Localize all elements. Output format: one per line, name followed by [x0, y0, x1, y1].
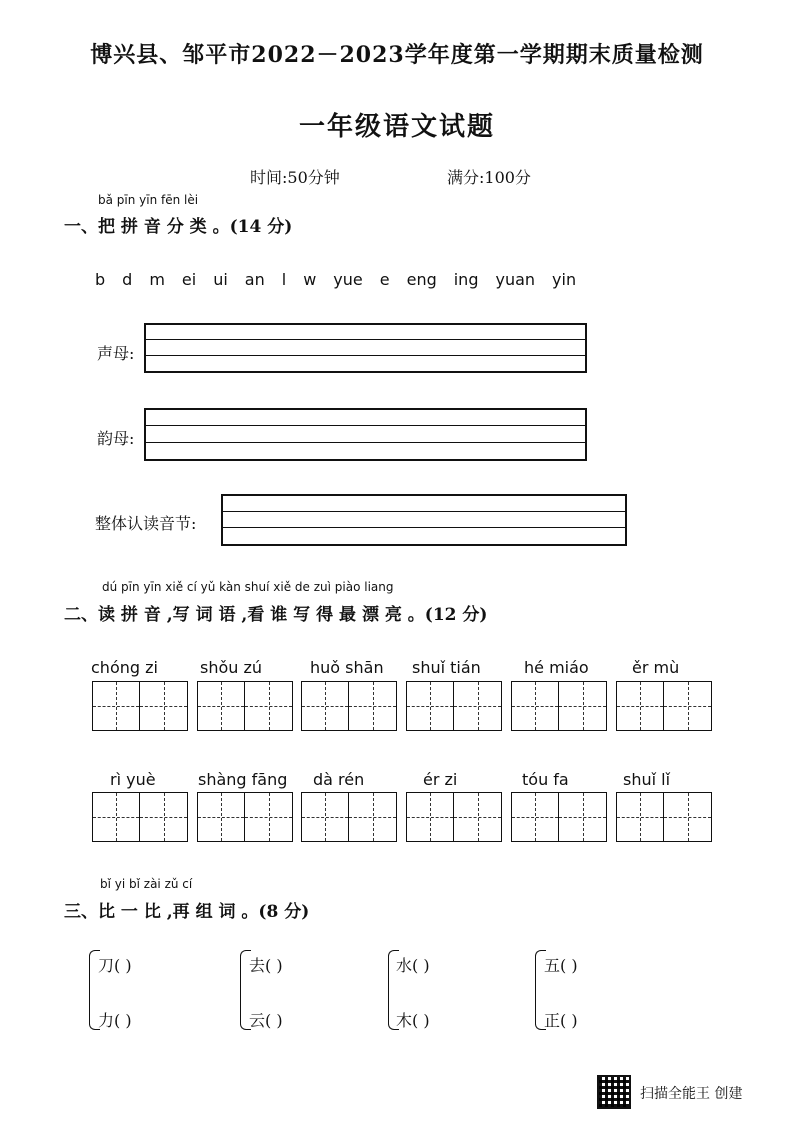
pinyin-letter: w [303, 270, 317, 289]
word-pinyin: shuǐ tián [412, 658, 481, 677]
tianzige-cell[interactable] [197, 681, 245, 731]
compare-char-blank[interactable]: 云( ) [249, 1011, 283, 1030]
tianzige-cell[interactable] [349, 681, 397, 731]
word-pinyin: rì yuè [110, 770, 156, 789]
tianzige-cell[interactable] [454, 681, 502, 731]
section3-heading: 三、比 一 比 ,再 组 词 。(8 分) [64, 902, 310, 922]
tianzige-cell[interactable] [559, 681, 607, 731]
word-pinyin: shǒu zú [200, 658, 263, 677]
compare-char-blank[interactable]: 正( ) [544, 1011, 578, 1030]
exam-title: 博兴县、邹平市2022－2023学年度第一学期期末质量检测 [90, 42, 704, 68]
qr-code-icon [597, 1075, 631, 1109]
tianzige-pair[interactable] [197, 681, 293, 731]
pinyin-letter: yin [552, 270, 577, 289]
pinyin-letter: l [281, 270, 287, 289]
section1-heading: 一、把 拼 音 分 类 。(14 分) [64, 217, 293, 237]
tianzige-cell[interactable] [406, 681, 454, 731]
tianzige-cell[interactable] [664, 681, 712, 731]
word-pinyin: dà rén [313, 770, 365, 789]
tianzige-cell[interactable] [511, 681, 559, 731]
word-pinyin: ér zi [423, 770, 458, 789]
exam-score: 满分:100分 [447, 168, 531, 187]
word-pinyin: huǒ shān [310, 658, 384, 677]
tianzige-pair[interactable] [301, 681, 397, 731]
exam-subtitle: 一年级语文试题 [298, 112, 495, 142]
word-pinyin: ěr mù [632, 658, 680, 677]
tianzige-pair[interactable] [511, 681, 607, 731]
tianzige-pair[interactable] [301, 792, 397, 842]
tianzige-pair[interactable] [406, 681, 502, 731]
tianzige-pair[interactable] [197, 792, 293, 842]
compare-char-blank[interactable]: 去( ) [249, 956, 283, 975]
tianzige-pair[interactable] [616, 681, 712, 731]
compare-char-blank[interactable]: 刀( ) [98, 956, 132, 975]
section3-pinyin-hint: bǐ yi bǐ zài zǔ cí [100, 877, 193, 891]
tianzige-cell[interactable] [616, 681, 664, 731]
scanner-watermark: 扫描全能王 创建 [640, 1086, 743, 1102]
pinyin-letter: yue [333, 270, 363, 289]
exam-time: 时间:50分钟 [250, 168, 340, 187]
section2-heading: 二、读 拼 音 ,写 词 语 ,看 谁 写 得 最 漂 亮 。(12 分) [64, 605, 488, 625]
shengmu-answer-box[interactable] [144, 323, 587, 373]
pinyin-letter: d [122, 270, 133, 289]
compare-char-blank[interactable]: 木( ) [396, 1011, 430, 1030]
tianzige-cell[interactable] [301, 792, 349, 842]
tianzige-cell[interactable] [92, 681, 140, 731]
tianzige-cell[interactable] [245, 792, 293, 842]
pinyin-letter: an [244, 270, 265, 289]
tianzige-pair[interactable] [511, 792, 607, 842]
tianzige-pair[interactable] [92, 681, 188, 731]
word-pinyin: shàng fāng [198, 770, 288, 789]
tianzige-cell[interactable] [245, 681, 293, 731]
tianzige-cell[interactable] [454, 792, 502, 842]
pinyin-letter: ing [453, 270, 479, 289]
word-pinyin: chóng zi [91, 658, 158, 677]
tianzige-pair[interactable] [406, 792, 502, 842]
compare-char-blank[interactable]: 五( ) [544, 956, 578, 975]
word-pinyin: hé miáo [524, 658, 589, 677]
yunmu-answer-box[interactable] [144, 408, 587, 461]
pinyin-letter: yuan [495, 270, 536, 289]
tianzige-cell[interactable] [301, 681, 349, 731]
compare-char-blank[interactable]: 水( ) [396, 956, 430, 975]
tianzige-cell[interactable] [406, 792, 454, 842]
section1-pinyin-hint: bǎ pīn yīn fēn lèi [98, 193, 199, 207]
pinyin-letter: m [149, 270, 165, 289]
section2-pinyin-hint: dú pīn yīn xiě cí yǔ kàn shuí xiě de zuì piào liang [102, 580, 394, 594]
tianzige-cell[interactable] [664, 792, 712, 842]
tianzige-cell[interactable] [559, 792, 607, 842]
pinyin-letter: ui [213, 270, 228, 289]
tianzige-pair[interactable] [616, 792, 712, 842]
pinyin-letter: ei [181, 270, 197, 289]
tianzige-cell[interactable] [140, 792, 188, 842]
tianzige-cell[interactable] [616, 792, 664, 842]
label-shengmu: 声母: [97, 344, 135, 363]
pinyin-letter-list [95, 270, 695, 289]
label-zhengti: 整体认读音节: [95, 514, 197, 533]
pinyin-letter: eng [406, 270, 437, 289]
tianzige-cell[interactable] [349, 792, 397, 842]
pinyin-letter: b [95, 270, 106, 289]
tianzige-pair[interactable] [92, 792, 188, 842]
word-pinyin: tóu fa [522, 770, 569, 789]
tianzige-cell[interactable] [197, 792, 245, 842]
label-yunmu: 韵母: [97, 429, 135, 448]
pinyin-letter: e [379, 270, 390, 289]
zhengti-answer-box[interactable] [221, 494, 627, 546]
word-pinyin: shuǐ lǐ [623, 770, 671, 789]
compare-char-blank[interactable]: 力( ) [98, 1011, 132, 1030]
tianzige-cell[interactable] [140, 681, 188, 731]
tianzige-cell[interactable] [511, 792, 559, 842]
tianzige-cell[interactable] [92, 792, 140, 842]
